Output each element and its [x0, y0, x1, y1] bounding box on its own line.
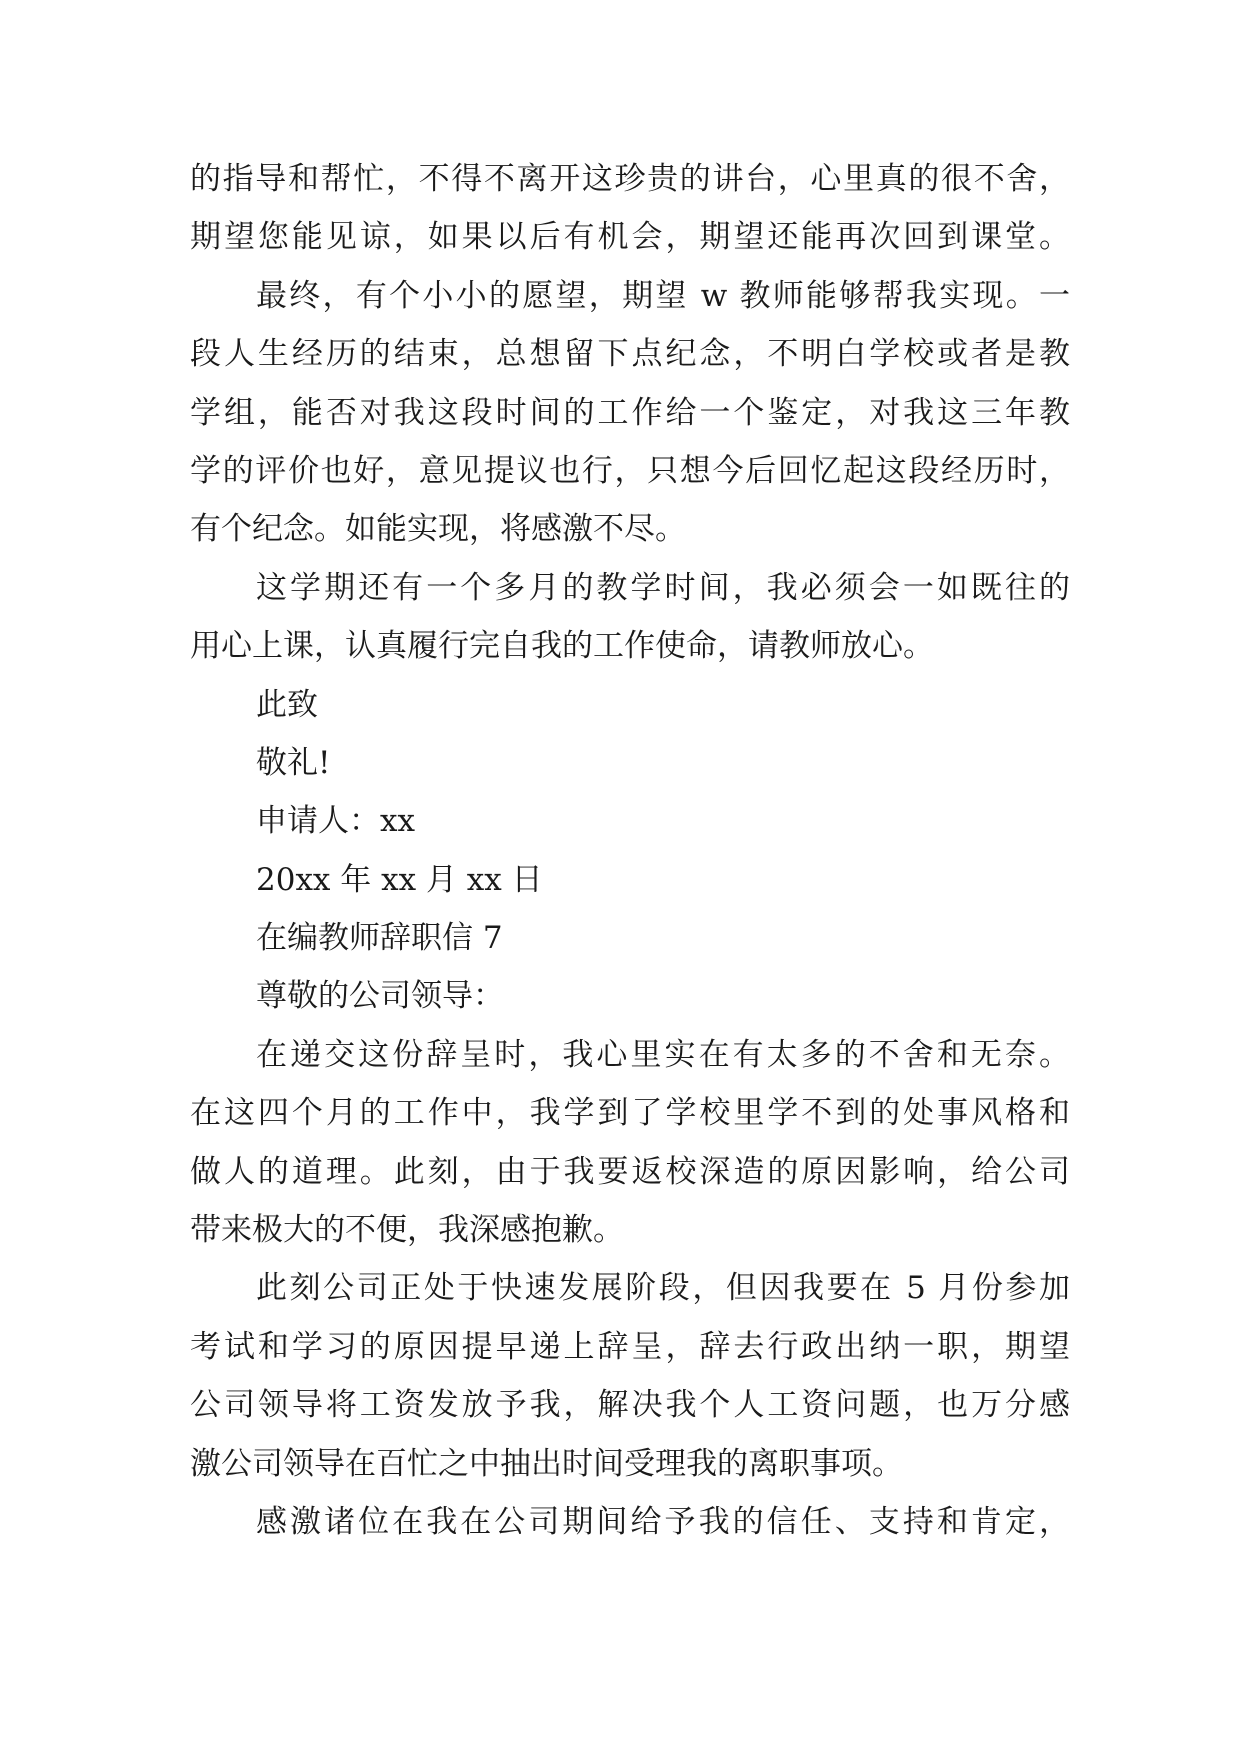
text-line: 有个纪念。如能实现，将感激不尽。 — [190, 511, 686, 548]
text-line: 做人的道理。此刻，由于我要返校深造的原因影响，给公司 — [190, 1153, 1070, 1190]
text-line: 学组，能否对我这段时间的工作给一个鉴定，对我这三年教 — [190, 394, 1070, 431]
text-line: 激公司领导在百忙之中抽出时间受理我的离职事项。 — [190, 1445, 903, 1482]
text-line: 公司领导将工资发放予我，解决我个人工资问题，也万分感 — [190, 1387, 1070, 1424]
document-body — [190, 150, 1070, 1551]
text-line: 带来极大的不便，我深感抱歉。 — [190, 1212, 624, 1249]
text-line: 段人生经历的结束，总想留下点纪念，不明白学校或者是教 — [190, 336, 1070, 373]
text-line: 期望您能见谅，如果以后有机会，期望还能再次回到课堂。 — [190, 219, 1070, 256]
text-line: 考试和学习的原因提早递上辞呈，辞去行政出纳一职，期望 — [190, 1328, 1070, 1365]
text-line: 敬礼! — [256, 744, 331, 781]
text-line: 学的评价也好，意见提议也行，只想今后回忆起这段经历时， — [190, 452, 1070, 489]
text-line: 感激诸位在我在公司期间给予我的信任、支持和肯定， — [256, 1503, 1070, 1540]
text-line: 尊敬的公司领导： — [256, 978, 504, 1015]
text-line: 20xx 年 xx 月 xx 日 — [256, 861, 543, 898]
text-line: 这学期还有一个多月的教学时间，我必须会一如既往的 — [256, 569, 1070, 606]
text-line: 最终，有个小小的愿望，期望 w 教师能够帮我实现。一 — [256, 277, 1070, 314]
text-line: 在这四个月的工作中，我学到了学校里学不到的处事风格和 — [190, 1095, 1070, 1132]
text-line: 用心上课，认真履行完自我的工作使命，请教师放心。 — [190, 628, 934, 665]
text-line: 在递交这份辞呈时，我心里实在有太多的不舍和无奈。 — [256, 1036, 1070, 1073]
text-line: 申请人：xx — [256, 803, 415, 840]
text-line: 此致 — [256, 686, 318, 723]
text-line: 在编教师辞职信 7 — [256, 920, 503, 957]
text-line: 的指导和帮忙，不得不离开这珍贵的讲台，心里真的很不舍， — [190, 161, 1070, 197]
text-line: 此刻公司正处于快速发展阶段，但因我要在 5 月份参加 — [256, 1270, 1070, 1307]
